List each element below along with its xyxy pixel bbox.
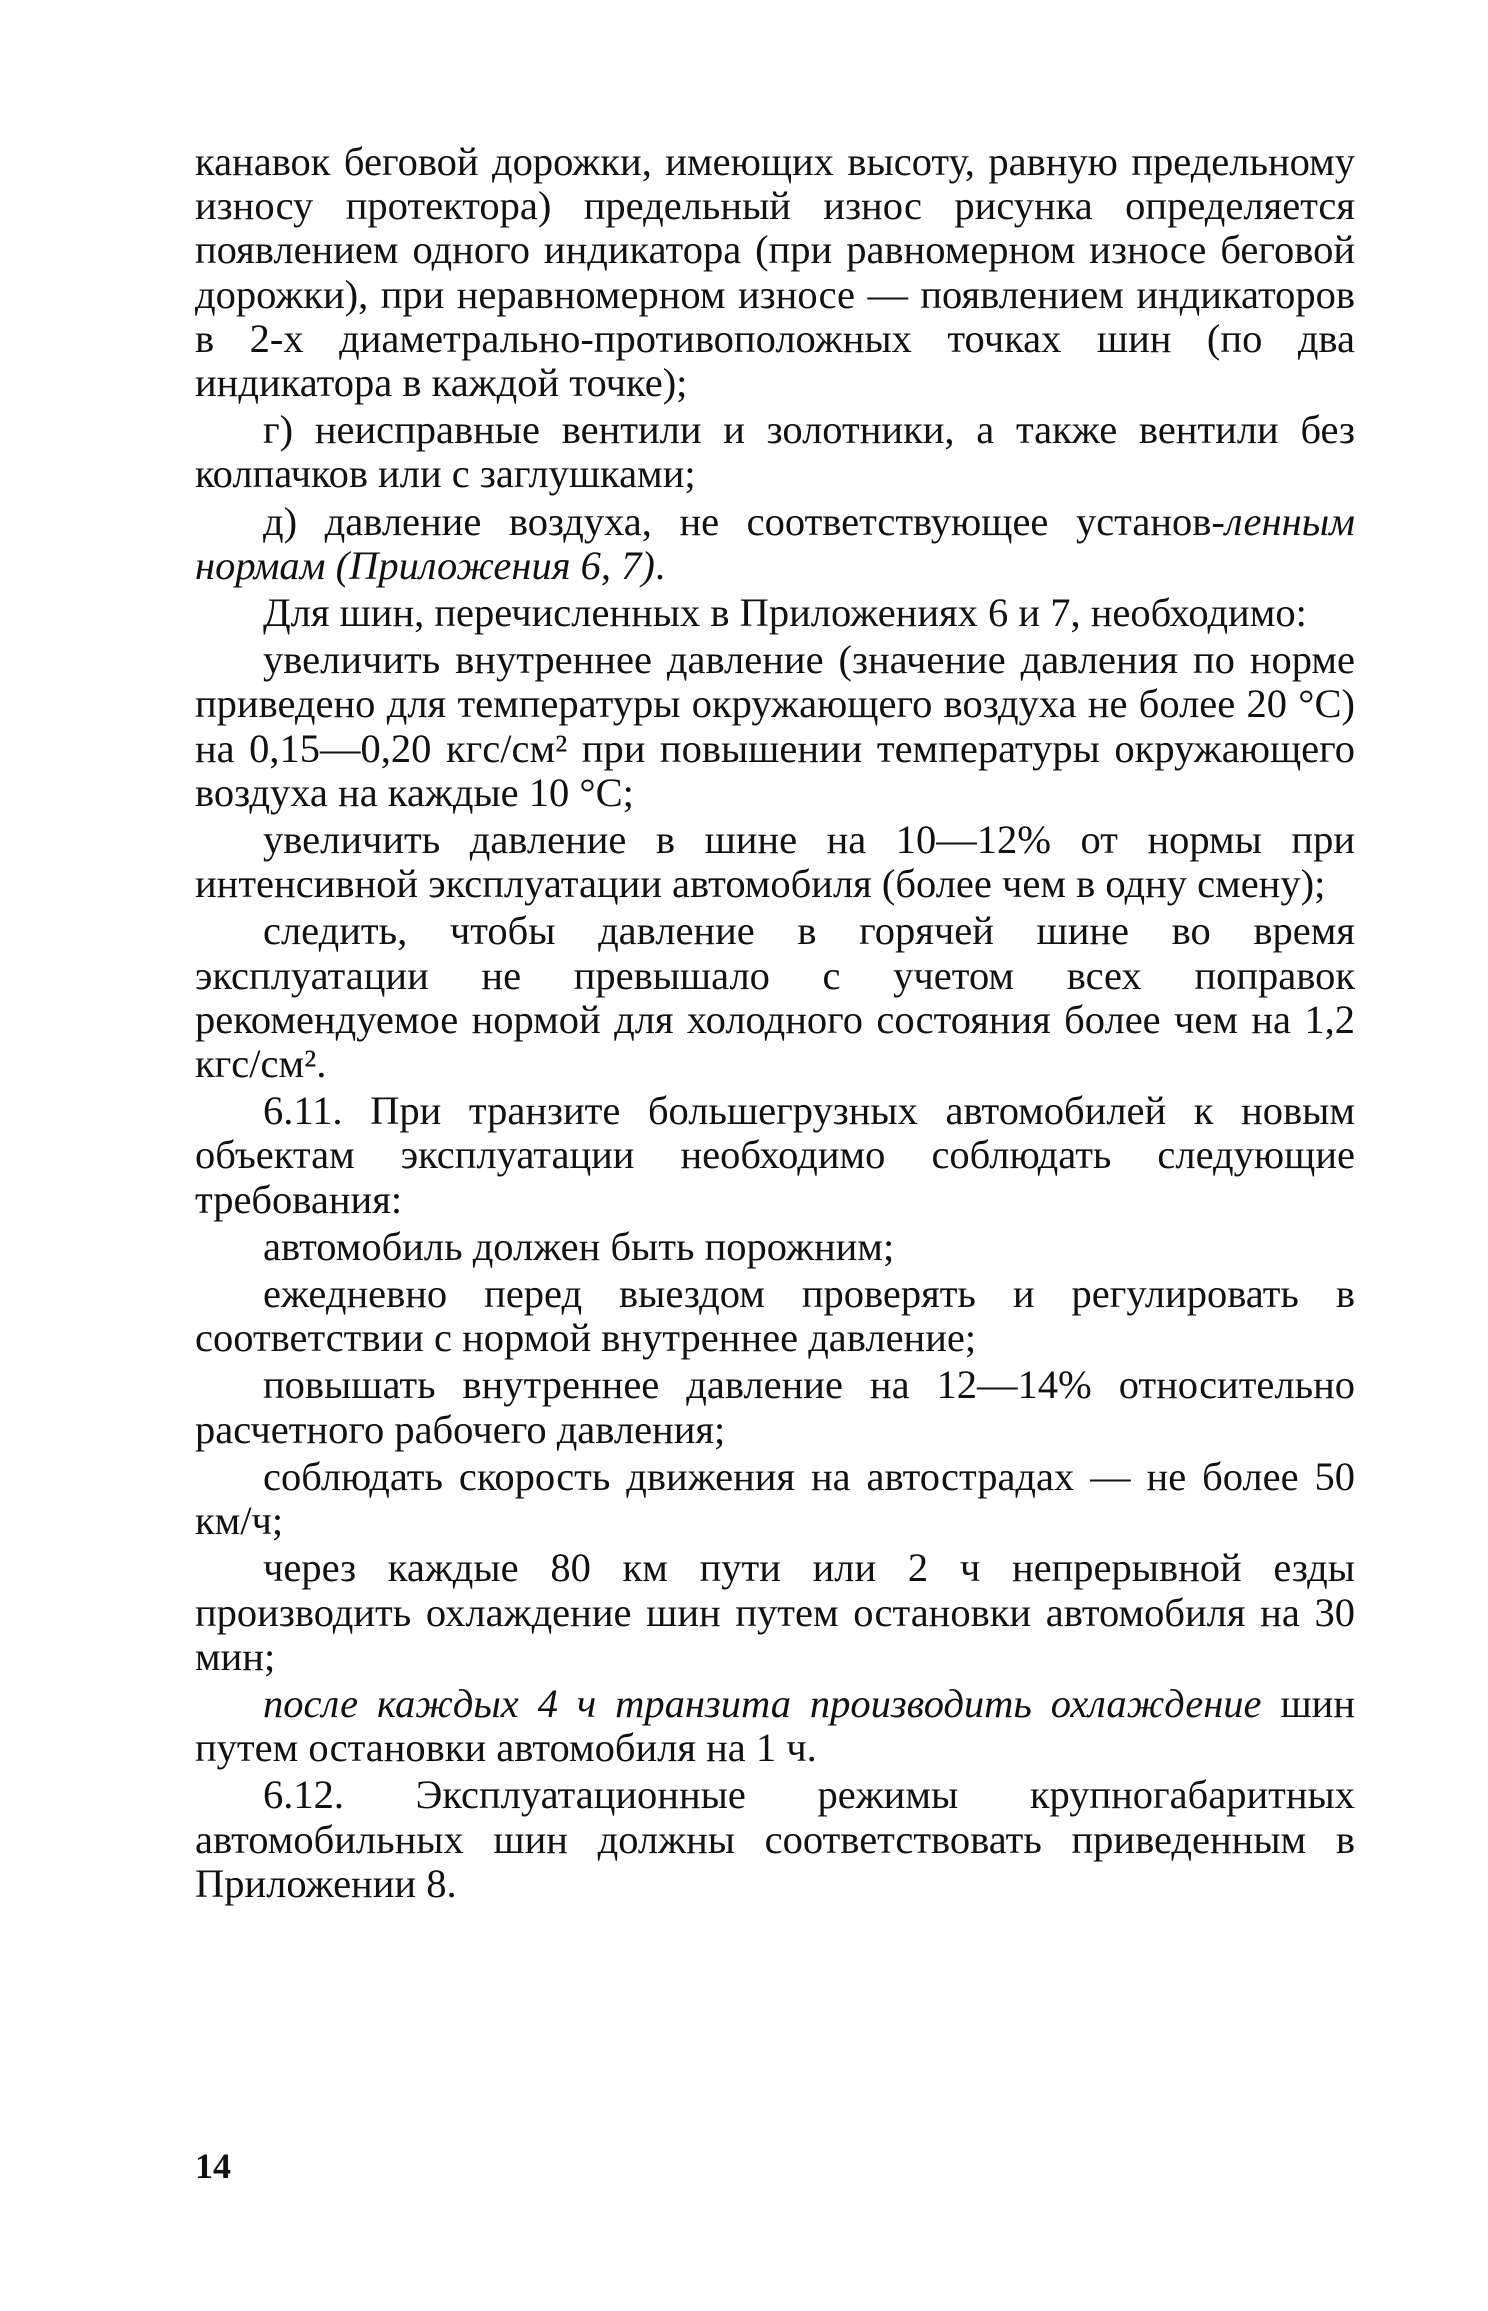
paragraph-increase-internal: увеличить внутреннее давление (значение давления по норме приведено для температуры окружающего воздуха не более 20 °С) на 0,15—0,20 кгс/см² при повышении температуры окружающего воздуха на каждые 10 °С;: [195, 637, 1355, 815]
cooling-4h-italic: после каждых 4 ч транзита производить охлаждение: [263, 1680, 1262, 1726]
document-page: [195, 140, 1355, 1909]
requirement-daily-check: ежедневно перед выездом проверять и регулировать в соответствии с нормой внутреннее давление;: [195, 1271, 1355, 1361]
paragraph-tires-apps: Для шин, перечисленных в Приложениях 6 и 7, необходимо:: [263, 590, 1307, 636]
list-item-d: [195, 500, 1355, 588]
list-item-d-italic: ленным нормам (Приложения 6, 7): [195, 498, 1355, 588]
requirement-cooling-80km: через каждые 80 км пути или 2 ч непрерывной езды производить охлаждение шин путем остановки автомобиля на 30 мин;: [195, 1545, 1355, 1679]
requirement-cooling-4h: [195, 1682, 1355, 1770]
section-6-12: 6.12. Эксплуатационные режимы крупногабаритных автомобильных шин должны соответствовать приведенным в Приложении 8.: [195, 1772, 1355, 1906]
page-number: 14: [195, 2146, 231, 2186]
paragraph-continuation: канавок беговой дорожки, имеющих высоту, равную предельному износу протектора) предельный износ рисунка определяется появлением одного индикатора (при равномерном износе беговой дорожки), при неравномерном износе — появлением индикаторов в 2-х диаметрально-противоположных точках шин (по два индикатора в каждой точке);: [195, 139, 1355, 406]
requirement-empty-vehicle: автомобиль должен быть порожним;: [263, 1223, 895, 1269]
cooling-4h-text: шин путем остановки автомобиля на 1 ч.: [195, 1680, 1355, 1771]
requirement-raise-pressure: повышать внутреннее давление на 12—14% относительно расчетного рабочего давления;: [195, 1362, 1355, 1452]
section-6-11: 6.11. При транзите большегрузных автомобилей к новым объектам эксплуатации необходимо соблюдать следующие требования:: [195, 1088, 1355, 1222]
list-item-d-text: д) давление воздуха, не соответствующее установ-: [263, 498, 1225, 544]
list-item-g: г) неисправные вентили и золотники, а также вентили без колпачков или с заглушками;: [195, 407, 1355, 497]
paragraph-monitor-hot: следить, чтобы давление в горячей шине во время эксплуатации не превышало с учетом всех поправок рекомендуемое нормой для холодного состояния более чем на 1,2 кгс/см².: [195, 908, 1355, 1087]
list-item-d-tail: .: [654, 542, 666, 588]
requirement-speed-limit: соблюдать скорость движения на автострадах — не более 50 км/ч;: [195, 1453, 1355, 1544]
paragraph-increase-intensive: увеличить давление в шине на 10—12% от нормы при интенсивной эксплуатации автомобиля (более чем в одну смену);: [195, 817, 1355, 907]
